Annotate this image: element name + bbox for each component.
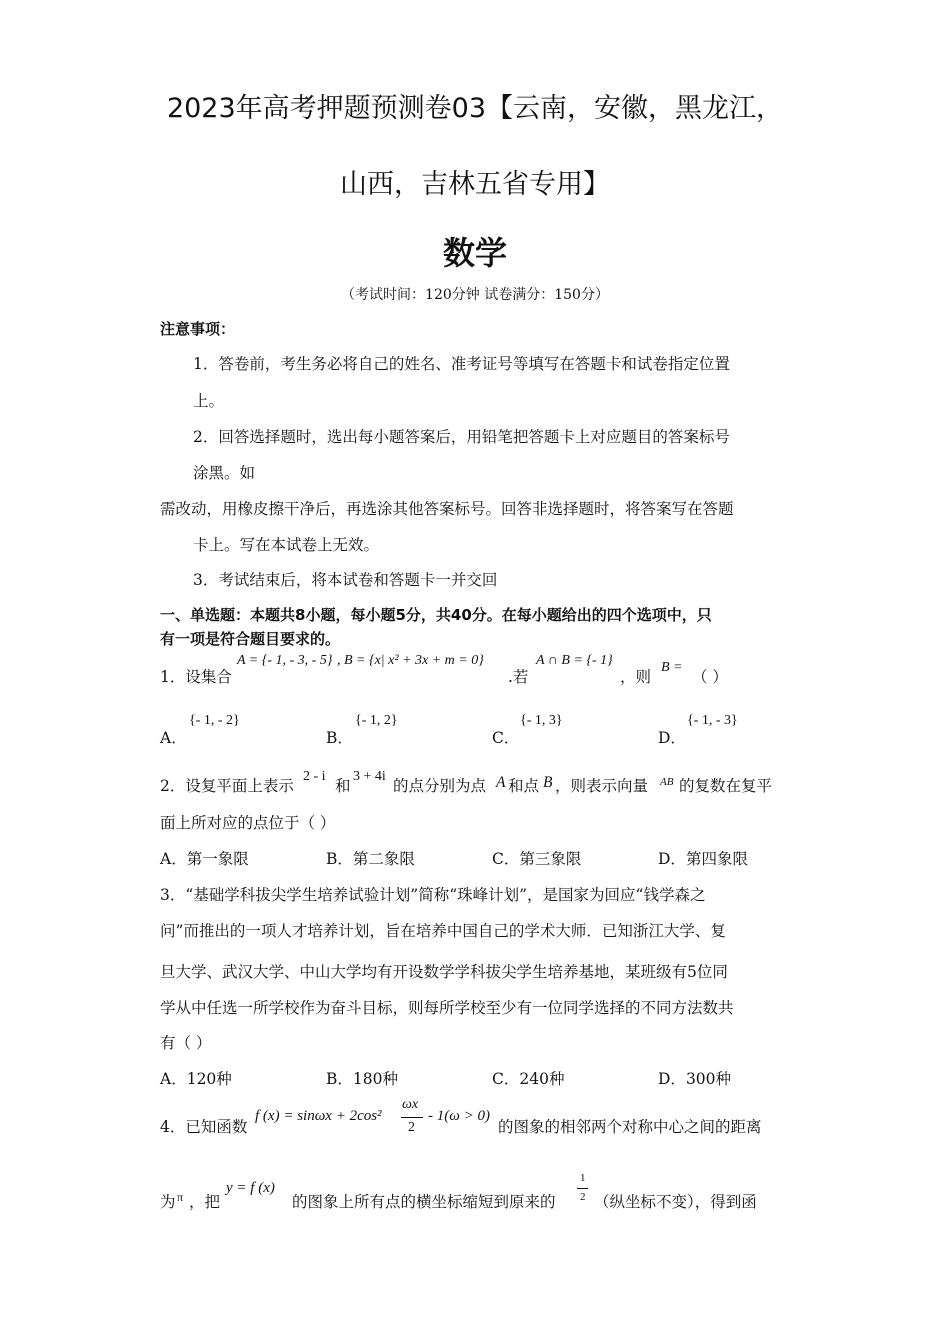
notice-line: 需改动，用橡皮擦干净后，再选涂其他答案标号。回答非选择题时，将答案写在答题 — [160, 500, 734, 518]
q3-option-c: C．240种 — [492, 1070, 565, 1088]
q2-z2: 3 + 4i — [353, 769, 386, 784]
notice-line: 卡上。写在本试卷上无效。 — [193, 536, 380, 554]
q4-y-equals-fx: y = f (x) — [226, 1180, 275, 1196]
q4-text: ，把 — [189, 1193, 221, 1211]
q2-option-a: A．第一象限 — [160, 850, 249, 868]
exam-info: （考试时间：120分钟 试卷满分：150分） — [341, 287, 609, 303]
q4-text: 为 — [160, 1193, 176, 1211]
q4-half-den: 2 — [580, 1191, 586, 1203]
q1-intersection: A ∩ B = {- 1} — [536, 653, 613, 668]
notice-line: 3．考试结束后，将本试卷和答题卡一并交回 — [193, 571, 498, 589]
q3-text-line: 学从中任选一所学校作为奋斗目标，则每所学校至少有一位同学选择的不同方法数共 — [160, 999, 734, 1017]
notice-line: 1．答卷前，考生务必将自己的姓名、准考证号等填写在答题卡和试卷指定位置 — [193, 355, 730, 373]
q1-option-d-label: D． — [658, 729, 686, 747]
subject-heading: 数学 — [442, 234, 507, 272]
notice-line: 涂黑。如 — [193, 464, 256, 482]
q3-text-line: 有（ ） — [160, 1034, 212, 1052]
q2-point-a: A — [496, 774, 506, 791]
q2-z1: 2 - i — [303, 769, 326, 784]
notice-heading: 注意事项： — [160, 320, 236, 338]
q3-text-line: 3．“基础学科拔尖学生培养试验计划”简称“珠峰计划”，是国家为回应“钱学森之 — [160, 886, 706, 904]
q2-text: 的复数在复平 — [679, 777, 773, 795]
q4-half-num: 1 — [580, 1172, 586, 1184]
q1-option-c-value: {- 1, 3} — [520, 713, 563, 728]
q1-option-a-value: {- 1, - 2} — [189, 713, 240, 728]
q1-ze: ，则 — [620, 668, 652, 686]
q2-text-line-2: 面上所对应的点位于（ ） — [160, 814, 336, 832]
q3-option-d: D．300种 — [658, 1070, 732, 1088]
q3-text-line: 旦大学、武汉大学、中山大学均有开设数学学科拔尖学生培养基地，某班级有5位同 — [160, 963, 728, 981]
q1-option-b-value: {- 1, 2} — [355, 713, 398, 728]
q2-vector-ab: AB — [660, 776, 674, 788]
q1-option-a-label: A． — [160, 729, 187, 747]
q4-frac-num: ωx — [402, 1097, 419, 1112]
q2-option-b: B．第二象限 — [326, 850, 415, 868]
q2-point-b: B — [543, 774, 553, 791]
q2-text: 和点 — [508, 777, 540, 795]
q4-frac-bar — [401, 1117, 423, 1118]
q1-option-b-label: B． — [326, 729, 353, 747]
title-line-2: 山西，吉林五省专用】 — [340, 169, 610, 200]
q1-option-d-value: {- 1, - 3} — [687, 713, 738, 728]
q1-blank: （ ） — [692, 668, 728, 686]
q2-text: ，则表示向量 — [555, 777, 649, 795]
q4-text: 4．已知函数 — [160, 1118, 248, 1136]
q4-frac-den: 2 — [408, 1120, 415, 1135]
q4-text: 的图象上所有点的横坐标缩短到原来的 — [292, 1193, 556, 1211]
q1-ruo: .若 — [508, 668, 529, 686]
q2-option-c: C．第三象限 — [492, 850, 582, 868]
q4-function-tail: - 1(ω > 0) — [428, 1108, 490, 1124]
q1-set-a: A = {- 1, - 3, - 5} — [237, 653, 333, 668]
section-heading: 一、单选题：本题共8小题，每小题5分，共40分。在每小题给出的四个选项中，只 — [160, 606, 712, 624]
q1-b-equals: B = — [661, 660, 683, 675]
notice-line: 2．回答选择题时，选出每小题答案后，用铅笔把答题卡上对应题目的答案标号 — [193, 428, 730, 446]
q4-half-bar — [577, 1188, 588, 1189]
section-heading-cont: 有一项是符合题目要求的。 — [160, 630, 341, 648]
q2-text: 2．设复平面上表示 — [160, 777, 294, 795]
q4-pi: π — [177, 1190, 184, 1204]
q1-option-c-label: C． — [492, 729, 520, 747]
q4-function-def: f (x) = sinωx + 2cos² — [255, 1108, 382, 1124]
q2-text: 的点分别为点 — [393, 777, 487, 795]
q3-text-line: 问”而推出的一项人才培养计划，旨在培养中国自己的学术大师．已知浙江大学、复 — [160, 922, 726, 940]
q4-text: 的图象的相邻两个对称中心之间的距离 — [498, 1118, 762, 1136]
title-line-1: 2023年高考押题预测卷03【云南，安徽，黑龙江， — [166, 93, 784, 124]
q1-prefix: 1．设集合 — [160, 668, 232, 686]
q3-option-a: A．120种 — [160, 1070, 232, 1088]
q1-set-b: , B = {x| x² + 3x + m = 0} — [337, 653, 484, 668]
q2-text: 和 — [335, 777, 351, 795]
q3-option-b: B．180种 — [326, 1070, 398, 1088]
q4-text: （纵坐标不变），得到函 — [594, 1193, 757, 1211]
notice-line: 上。 — [193, 392, 225, 410]
q2-option-d: D．第四象限 — [658, 850, 748, 868]
